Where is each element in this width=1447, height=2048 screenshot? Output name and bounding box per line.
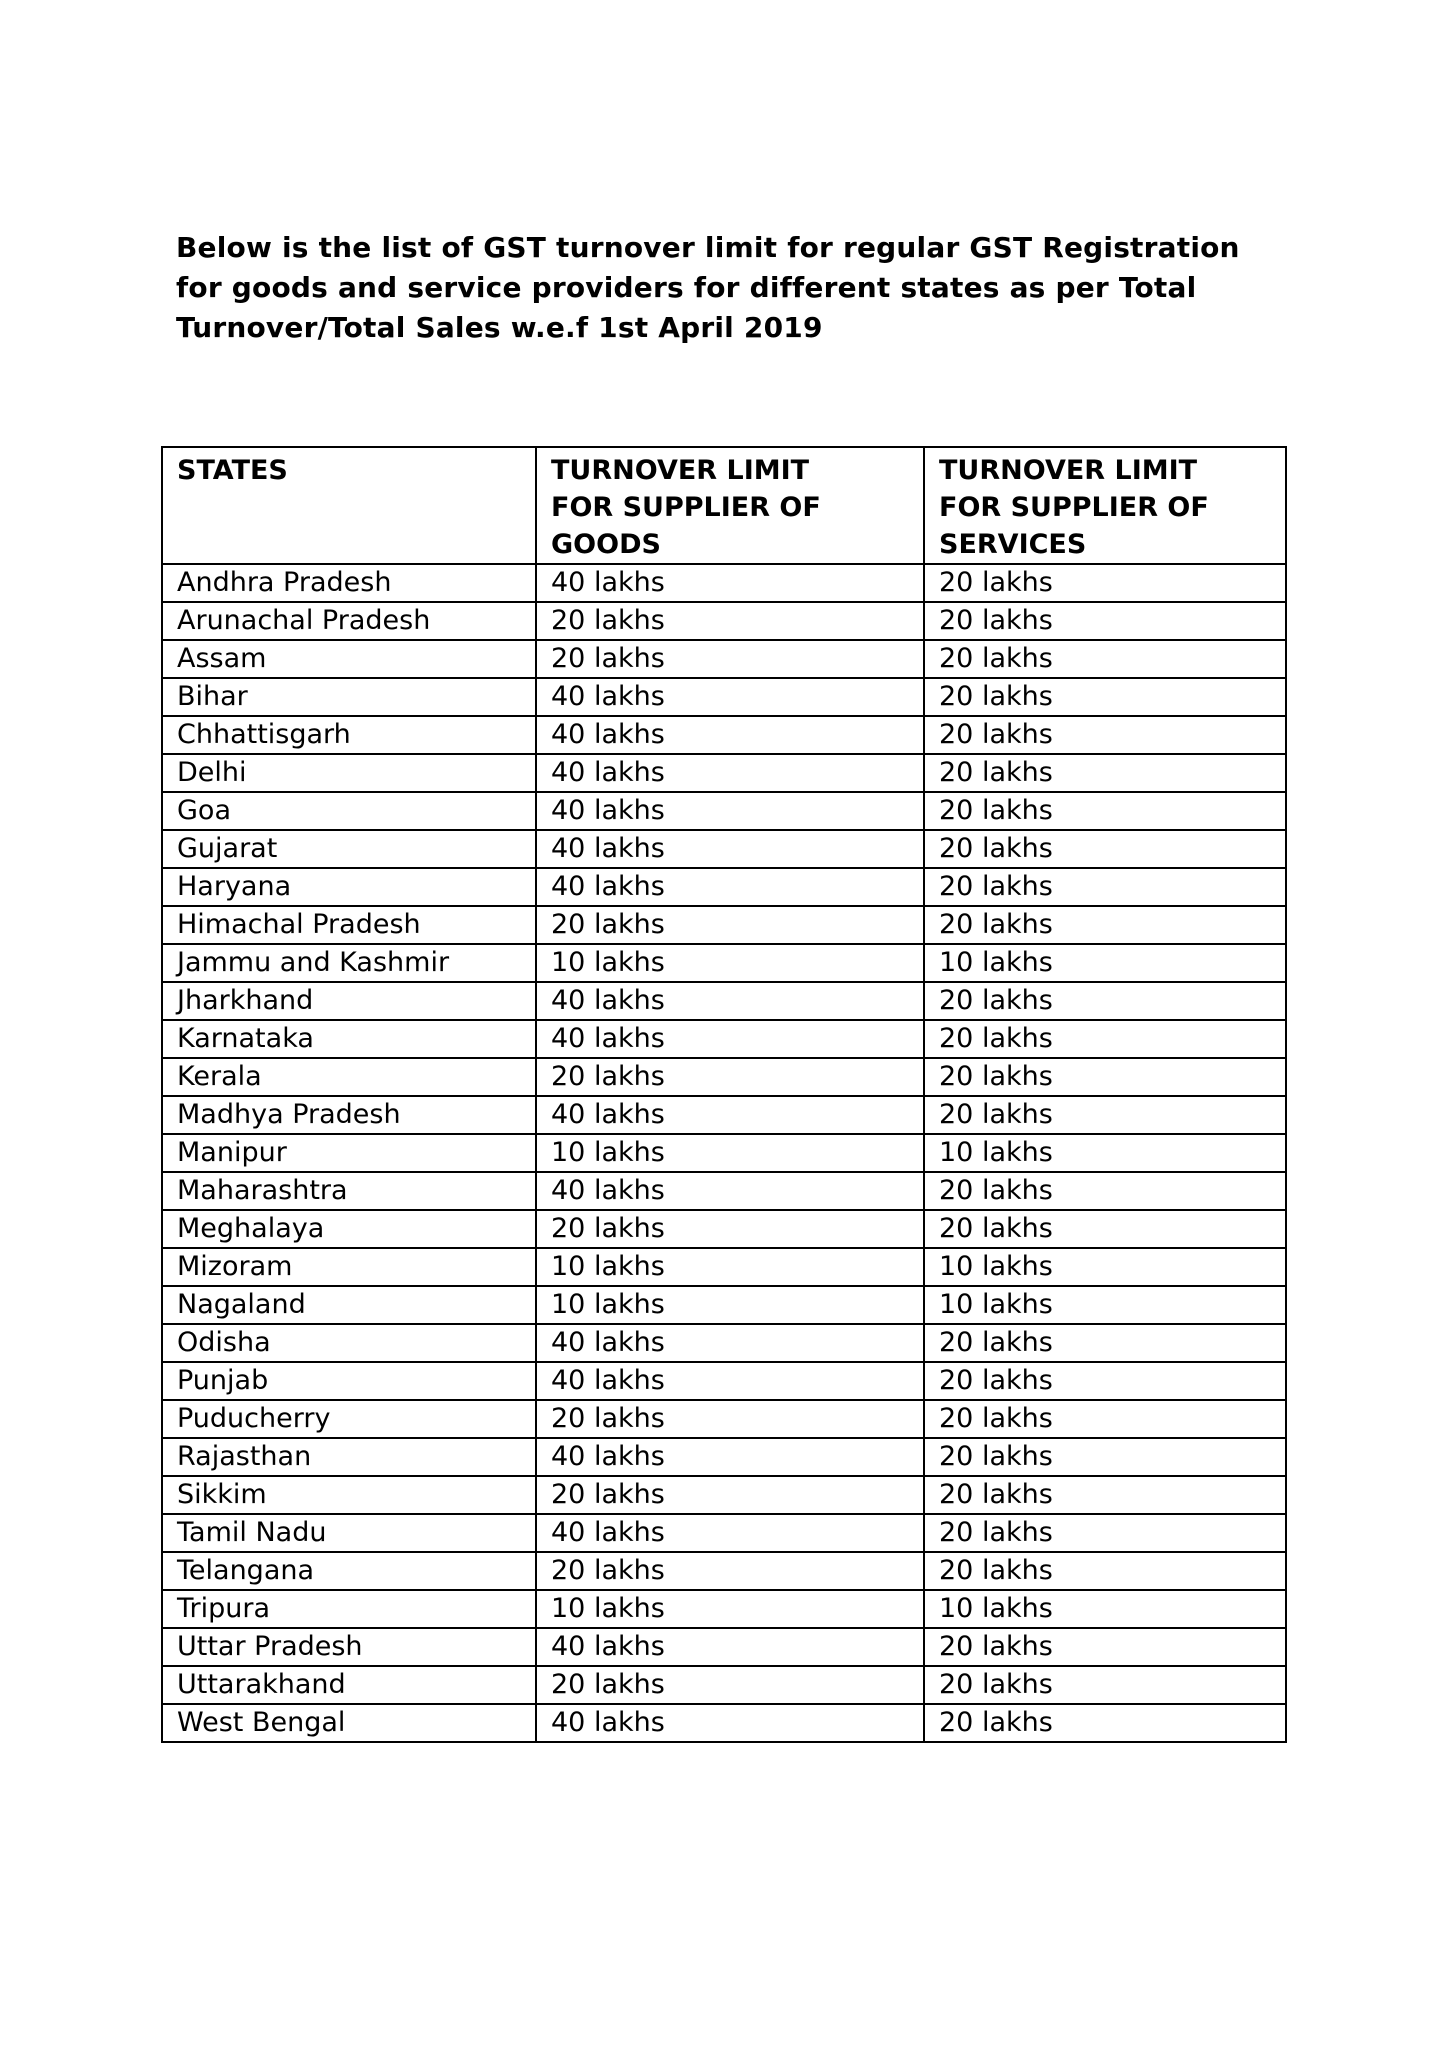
table-row <box>162 716 1286 754</box>
state-cell: Maharashtra <box>162 1172 536 1210</box>
state-cell: Mizoram <box>162 1248 536 1286</box>
services-limit-cell: 20 lakhs <box>924 1666 1286 1704</box>
table-row <box>162 906 1286 944</box>
services-limit-cell: 20 lakhs <box>924 1704 1286 1742</box>
table-row <box>162 564 1286 602</box>
header-services-line-2: FOR SUPPLIER OF <box>939 492 1209 523</box>
header-goods-line-2: FOR SUPPLIER OF <box>551 492 821 523</box>
goods-limit-cell: 40 lakhs <box>536 754 924 792</box>
table-row <box>162 1210 1286 1248</box>
services-limit-cell: 20 lakhs <box>924 1514 1286 1552</box>
state-cell: Nagaland <box>162 1286 536 1324</box>
state-cell: Jammu and Kashmir <box>162 944 536 982</box>
table-row <box>162 1666 1286 1704</box>
state-cell: Bihar <box>162 678 536 716</box>
goods-limit-cell: 40 lakhs <box>536 1172 924 1210</box>
header-services-line-1: TURNOVER LIMIT <box>939 455 1198 486</box>
services-limit-cell: 20 lakhs <box>924 1172 1286 1210</box>
services-limit-cell: 10 lakhs <box>924 1248 1286 1286</box>
table-row <box>162 792 1286 830</box>
services-limit-cell: 20 lakhs <box>924 1324 1286 1362</box>
state-cell: Karnataka <box>162 1020 536 1058</box>
table-body <box>162 564 1286 1742</box>
goods-limit-cell: 20 lakhs <box>536 640 924 678</box>
header-goods-limit <box>536 447 924 564</box>
state-cell: Gujarat <box>162 830 536 868</box>
table-row <box>162 1134 1286 1172</box>
header-states-label: STATES <box>177 455 288 486</box>
table-row <box>162 1438 1286 1476</box>
services-limit-cell: 20 lakhs <box>924 1628 1286 1666</box>
header-states <box>162 447 536 564</box>
header-services-line-3: SERVICES <box>939 529 1087 560</box>
table-row <box>162 1704 1286 1742</box>
header-row <box>162 447 1286 564</box>
goods-limit-cell: 20 lakhs <box>536 1400 924 1438</box>
state-cell: Punjab <box>162 1362 536 1400</box>
services-limit-cell: 20 lakhs <box>924 1552 1286 1590</box>
table-row <box>162 754 1286 792</box>
services-limit-cell: 20 lakhs <box>924 1020 1286 1058</box>
heading-line-3: Turnover/Total Sales w.e.f 1st April 2019 <box>176 311 823 344</box>
goods-limit-cell: 40 lakhs <box>536 1704 924 1742</box>
table-row <box>162 1020 1286 1058</box>
table-row <box>162 1514 1286 1552</box>
table-row <box>162 1286 1286 1324</box>
state-cell: Jharkhand <box>162 982 536 1020</box>
goods-limit-cell: 20 lakhs <box>536 1210 924 1248</box>
table-row <box>162 868 1286 906</box>
table-row <box>162 1400 1286 1438</box>
table-header <box>162 447 1286 564</box>
goods-limit-cell: 20 lakhs <box>536 602 924 640</box>
services-limit-cell: 20 lakhs <box>924 602 1286 640</box>
header-goods-line-3: GOODS <box>551 529 661 560</box>
services-limit-cell: 20 lakhs <box>924 792 1286 830</box>
table-row <box>162 830 1286 868</box>
goods-limit-cell: 10 lakhs <box>536 1590 924 1628</box>
gst-turnover-table <box>161 446 1287 1743</box>
state-cell: Arunachal Pradesh <box>162 602 536 640</box>
goods-limit-cell: 20 lakhs <box>536 1476 924 1514</box>
state-cell: Chhattisgarh <box>162 716 536 754</box>
services-limit-cell: 10 lakhs <box>924 1134 1286 1172</box>
table-row <box>162 1248 1286 1286</box>
services-limit-cell: 20 lakhs <box>924 1476 1286 1514</box>
goods-limit-cell: 40 lakhs <box>536 1096 924 1134</box>
table-row <box>162 1476 1286 1514</box>
table-row <box>162 1628 1286 1666</box>
table-row <box>162 1172 1286 1210</box>
services-limit-cell: 20 lakhs <box>924 1438 1286 1476</box>
state-cell: West Bengal <box>162 1704 536 1742</box>
goods-limit-cell: 20 lakhs <box>536 1666 924 1704</box>
goods-limit-cell: 40 lakhs <box>536 830 924 868</box>
services-limit-cell: 10 lakhs <box>924 944 1286 982</box>
services-limit-cell: 20 lakhs <box>924 830 1286 868</box>
heading-line-2: for goods and service providers for different states as per Total <box>176 271 1197 304</box>
goods-limit-cell: 40 lakhs <box>536 1020 924 1058</box>
header-services-limit <box>924 447 1286 564</box>
goods-limit-cell: 40 lakhs <box>536 564 924 602</box>
document-heading <box>176 228 1296 348</box>
state-cell: Manipur <box>162 1134 536 1172</box>
goods-limit-cell: 40 lakhs <box>536 982 924 1020</box>
services-limit-cell: 20 lakhs <box>924 906 1286 944</box>
state-cell: Rajasthan <box>162 1438 536 1476</box>
services-limit-cell: 20 lakhs <box>924 716 1286 754</box>
state-cell: Tripura <box>162 1590 536 1628</box>
state-cell: Himachal Pradesh <box>162 906 536 944</box>
state-cell: Uttar Pradesh <box>162 1628 536 1666</box>
goods-limit-cell: 40 lakhs <box>536 1362 924 1400</box>
state-cell: Telangana <box>162 1552 536 1590</box>
table-row <box>162 1362 1286 1400</box>
services-limit-cell: 20 lakhs <box>924 754 1286 792</box>
services-limit-cell: 20 lakhs <box>924 868 1286 906</box>
state-cell: Odisha <box>162 1324 536 1362</box>
goods-limit-cell: 10 lakhs <box>536 944 924 982</box>
table-row <box>162 1096 1286 1134</box>
state-cell: Uttarakhand <box>162 1666 536 1704</box>
table-row <box>162 1552 1286 1590</box>
header-goods-line-1: TURNOVER LIMIT <box>551 455 810 486</box>
services-limit-cell: 20 lakhs <box>924 678 1286 716</box>
goods-limit-cell: 40 lakhs <box>536 792 924 830</box>
state-cell: Kerala <box>162 1058 536 1096</box>
services-limit-cell: 10 lakhs <box>924 1286 1286 1324</box>
services-limit-cell: 20 lakhs <box>924 982 1286 1020</box>
services-limit-cell: 20 lakhs <box>924 1210 1286 1248</box>
services-limit-cell: 10 lakhs <box>924 1590 1286 1628</box>
services-limit-cell: 20 lakhs <box>924 1400 1286 1438</box>
state-cell: Puducherry <box>162 1400 536 1438</box>
state-cell: Haryana <box>162 868 536 906</box>
goods-limit-cell: 40 lakhs <box>536 678 924 716</box>
goods-limit-cell: 40 lakhs <box>536 716 924 754</box>
table-row <box>162 640 1286 678</box>
state-cell: Madhya Pradesh <box>162 1096 536 1134</box>
state-cell: Tamil Nadu <box>162 1514 536 1552</box>
table-row <box>162 678 1286 716</box>
table-row <box>162 944 1286 982</box>
goods-limit-cell: 20 lakhs <box>536 906 924 944</box>
goods-limit-cell: 40 lakhs <box>536 868 924 906</box>
state-cell: Assam <box>162 640 536 678</box>
table-row <box>162 602 1286 640</box>
goods-limit-cell: 40 lakhs <box>536 1324 924 1362</box>
goods-limit-cell: 20 lakhs <box>536 1058 924 1096</box>
goods-limit-cell: 40 lakhs <box>536 1628 924 1666</box>
services-limit-cell: 20 lakhs <box>924 1362 1286 1400</box>
services-limit-cell: 20 lakhs <box>924 1096 1286 1134</box>
goods-limit-cell: 10 lakhs <box>536 1134 924 1172</box>
state-cell: Sikkim <box>162 1476 536 1514</box>
goods-limit-cell: 20 lakhs <box>536 1552 924 1590</box>
goods-limit-cell: 10 lakhs <box>536 1248 924 1286</box>
state-cell: Andhra Pradesh <box>162 564 536 602</box>
state-cell: Delhi <box>162 754 536 792</box>
goods-limit-cell: 10 lakhs <box>536 1286 924 1324</box>
state-cell: Meghalaya <box>162 1210 536 1248</box>
table-row <box>162 1058 1286 1096</box>
table-row <box>162 1324 1286 1362</box>
goods-limit-cell: 40 lakhs <box>536 1438 924 1476</box>
services-limit-cell: 20 lakhs <box>924 640 1286 678</box>
table-row <box>162 1590 1286 1628</box>
services-limit-cell: 20 lakhs <box>924 564 1286 602</box>
services-limit-cell: 20 lakhs <box>924 1058 1286 1096</box>
heading-line-1: Below is the list of GST turnover limit for regular GST Registration <box>176 231 1240 264</box>
state-cell: Goa <box>162 792 536 830</box>
table-row <box>162 982 1286 1020</box>
goods-limit-cell: 40 lakhs <box>536 1514 924 1552</box>
